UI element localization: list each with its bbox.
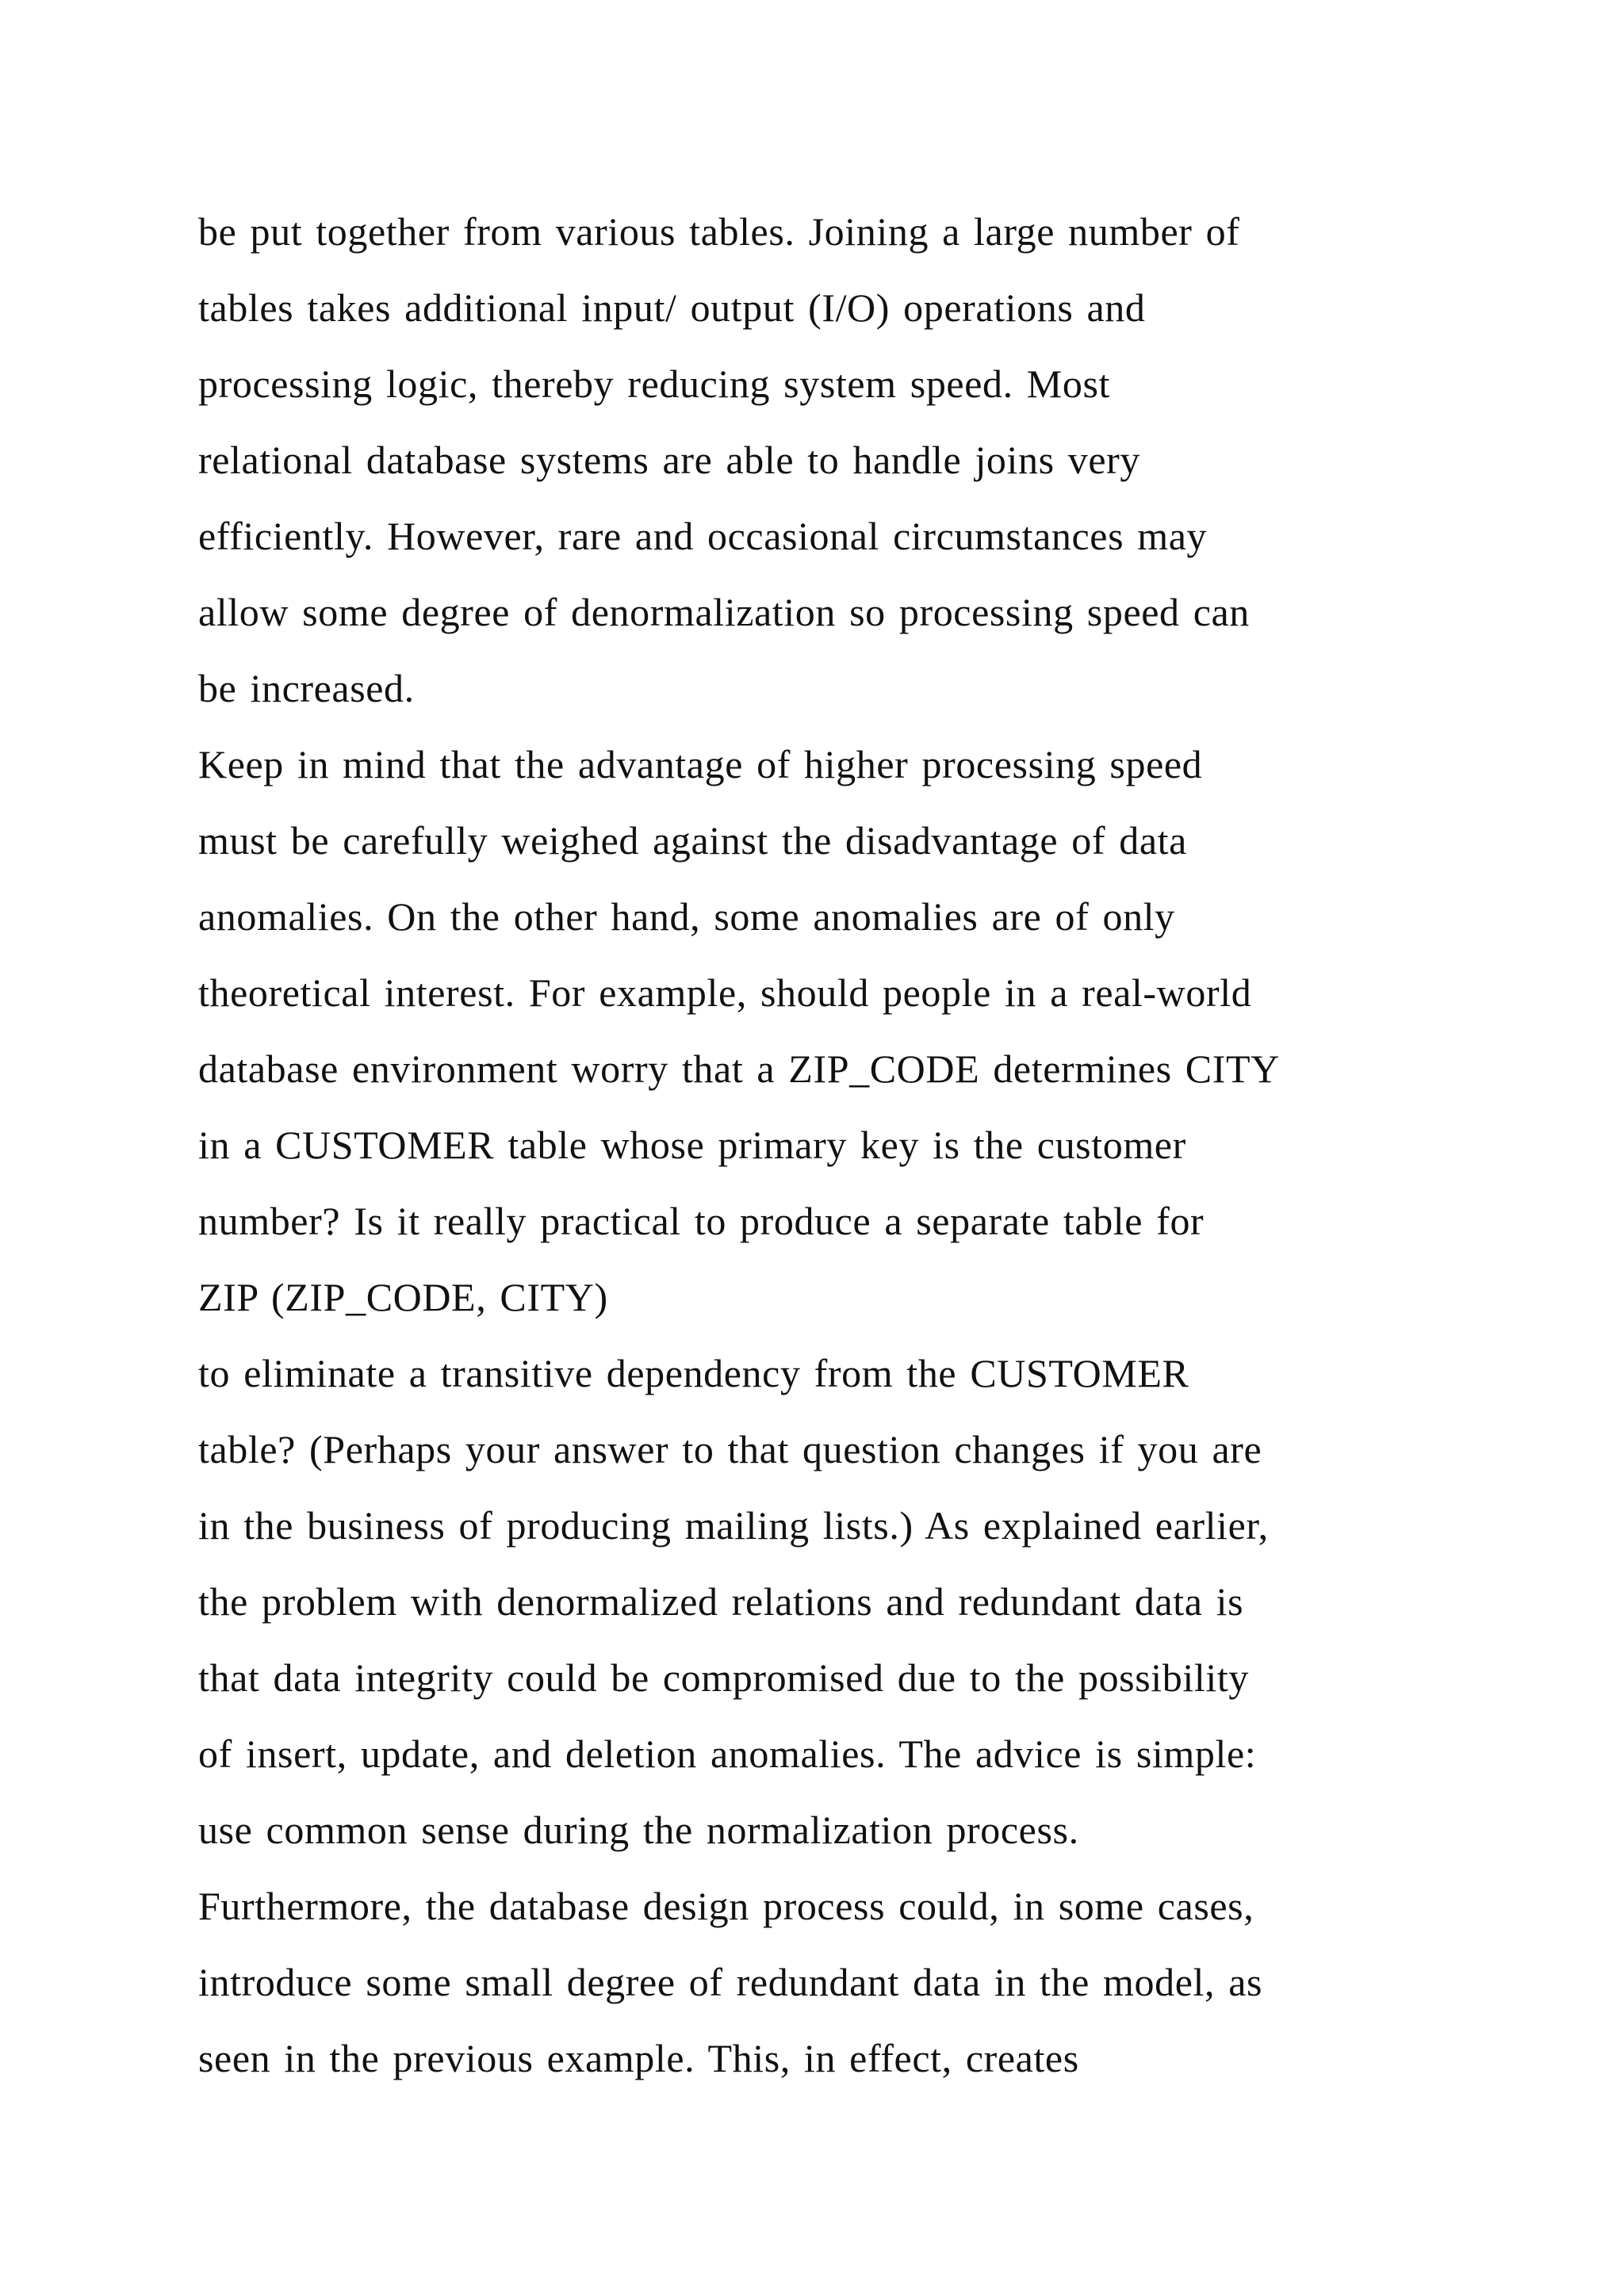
text-line: efficiently. However, rare and occasional circumstances may [198, 514, 1208, 558]
text-line: in a CUSTOMER table whose primary key is the customer [198, 1123, 1186, 1167]
text-line: theoretical interest. For example, should people in a real-world [198, 970, 1252, 1015]
text-line: to eliminate a transitive dependency from the CUSTOMER [198, 1351, 1189, 1395]
text-line: processing logic, thereby reducing system speed. Most [198, 362, 1111, 406]
text-line: be put together from various tables. Joining a large number of [198, 209, 1240, 254]
text-line: be increased. [198, 666, 415, 710]
text-line: Furthermore, the database design process could, in some cases, [198, 1884, 1254, 1928]
text-line: seen in the previous example. This, in effect, creates [198, 2036, 1079, 2080]
text-line: in the business of producing mailing lists.) As explained earlier, [198, 1503, 1269, 1548]
text-line: introduce some small degree of redundant data in the model, as [198, 1960, 1263, 2004]
text-line: anomalies. On the other hand, some anomalies are of only [198, 894, 1175, 939]
text-line: use common sense during the normalization process. [198, 1808, 1079, 1852]
text-line: database environment worry that a ZIP_CODE determines CITY [198, 1047, 1280, 1091]
text-line: allow some degree of denormalization so processing speed can [198, 590, 1250, 634]
text-line: of insert, update, and deletion anomalies. The advice is simple: [198, 1732, 1257, 1776]
text-line: the problem with denormalized relations and redundant data is [198, 1579, 1244, 1624]
text-line: relational database systems are able to handle joins very [198, 438, 1141, 482]
text-line: Keep in mind that the advantage of higher processing speed [198, 742, 1203, 786]
text-line: number? Is it really practical to produce a separate table for [198, 1199, 1205, 1243]
text-line: must be carefully weighed against the disadvantage of data [198, 818, 1187, 863]
text-line: that data integrity could be compromised due to the possibility [198, 1655, 1249, 1700]
body-text [198, 193, 1435, 2096]
text-line: table? (Perhaps your answer to that question changes if you are [198, 1427, 1262, 1471]
text-line: tables takes additional input/ output (I/O) operations and [198, 285, 1146, 330]
text-line: ZIP (ZIP_CODE, CITY) [198, 1275, 608, 1319]
